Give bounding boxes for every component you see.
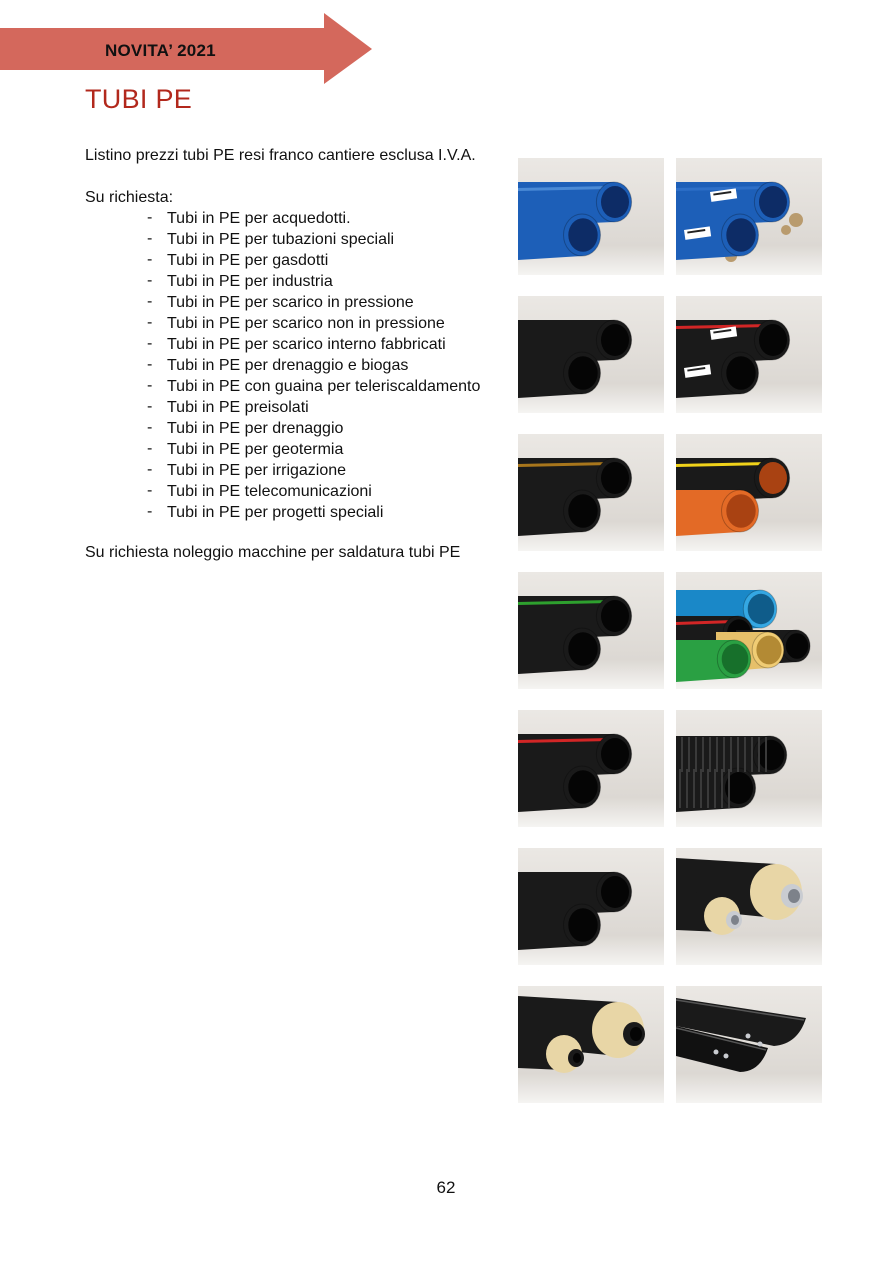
corrugated-pipes-photo-image xyxy=(676,710,822,827)
dash-bullet: - xyxy=(147,377,153,394)
dash-bullet: - xyxy=(147,293,153,310)
dash-bullet: - xyxy=(147,209,153,226)
half-shell-pipes-photo xyxy=(676,986,822,1103)
dash-bullet: - xyxy=(147,251,153,268)
preinsulated-steel-pipes-photo-image xyxy=(676,848,822,965)
page-title: TUBI PE xyxy=(85,84,193,114)
black-pipes-plain-photo xyxy=(518,848,664,965)
black-pipes-red-stripe-labeled-photo xyxy=(676,296,822,413)
black-pipes-brown-stripe-photo xyxy=(518,434,664,551)
black-pipes-green-stripe-photo-image xyxy=(518,572,664,689)
black-pipes-green-stripe-photo xyxy=(518,572,664,689)
dash-bullet: - xyxy=(147,440,153,457)
news-banner xyxy=(0,13,374,85)
on-request-label: Su richiesta: xyxy=(85,189,174,206)
black-pipes-brown-stripe-photo-image xyxy=(518,434,664,551)
list-item-label: Tubi in PE per scarico interno fabbricati xyxy=(167,336,446,353)
black-yellow-stripe-orange-pipe-photo-image xyxy=(676,434,822,551)
blue-pipes-labeled-photo xyxy=(676,158,822,275)
black-pipes-red-stripe-labeled-photo-image xyxy=(676,296,822,413)
dash-bullet: - xyxy=(147,461,153,478)
dash-bullet: - xyxy=(147,230,153,247)
black-pipes-photo-image xyxy=(518,296,664,413)
rental-note: Su richiesta noleggio macchine per saldatura tubi PE xyxy=(85,544,461,561)
dash-bullet: - xyxy=(147,482,153,499)
list-item-label: Tubi in PE per geotermia xyxy=(167,441,344,458)
list-item-label: Tubi in PE per irrigazione xyxy=(167,462,347,479)
list-item-label: Tubi in PE per acquedotti. xyxy=(167,210,351,227)
black-pipes-red-stripe-photo xyxy=(518,710,664,827)
insulated-pe-pipes-photo xyxy=(518,986,664,1103)
list-item-label: Tubi in PE per gasdotti xyxy=(167,252,329,269)
dash-bullet: - xyxy=(147,419,153,436)
black-pipes-photo xyxy=(518,296,664,413)
preinsulated-steel-pipes-photo xyxy=(676,848,822,965)
list-item-label: Tubi in PE per tubazioni speciali xyxy=(167,231,395,248)
dash-bullet: - xyxy=(147,272,153,289)
dash-bullet: - xyxy=(147,335,153,352)
black-yellow-stripe-orange-pipe-photo xyxy=(676,434,822,551)
multicolor-pipes-photo-image xyxy=(676,572,822,689)
black-pipes-red-stripe-photo-image xyxy=(518,710,664,827)
blue-pipes-stripe-photo-image xyxy=(518,158,664,275)
insulated-pe-pipes-photo-image xyxy=(518,986,664,1103)
dash-bullet: - xyxy=(147,398,153,415)
list-item-label: Tubi in PE per scarico in pressione xyxy=(167,294,414,311)
list-item-label: Tubi in PE con guaina per teleriscaldamento xyxy=(167,378,481,395)
list-item-label: Tubi in PE preisolati xyxy=(167,399,309,416)
price-list-intro: Listino prezzi tubi PE resi franco cantiere esclusa I.V.A. xyxy=(85,147,476,164)
half-shell-pipes-photo-image xyxy=(676,986,822,1103)
blue-pipes-labeled-photo-image xyxy=(676,158,822,275)
black-pipes-plain-photo-image xyxy=(518,848,664,965)
dash-bullet: - xyxy=(147,314,153,331)
list-item-label: Tubi in PE per drenaggio xyxy=(167,420,344,437)
dash-bullet: - xyxy=(147,356,153,373)
banner-label: NOVITA’ 2021 xyxy=(105,41,216,60)
page-number: 62 xyxy=(436,1178,456,1197)
list-item-label: Tubi in PE per drenaggio e biogas xyxy=(167,357,409,374)
multicolor-pipes-photo xyxy=(676,572,822,689)
list-item-label: Tubi in PE per industria xyxy=(167,273,333,290)
list-item-label: Tubi in PE telecomunicazioni xyxy=(167,483,372,500)
dash-bullet: - xyxy=(147,503,153,520)
list-item-label: Tubi in PE per progetti speciali xyxy=(167,504,384,521)
blue-pipes-stripe-photo xyxy=(518,158,664,275)
list-item-label: Tubi in PE per scarico non in pressione xyxy=(167,315,445,332)
corrugated-pipes-photo xyxy=(676,710,822,827)
